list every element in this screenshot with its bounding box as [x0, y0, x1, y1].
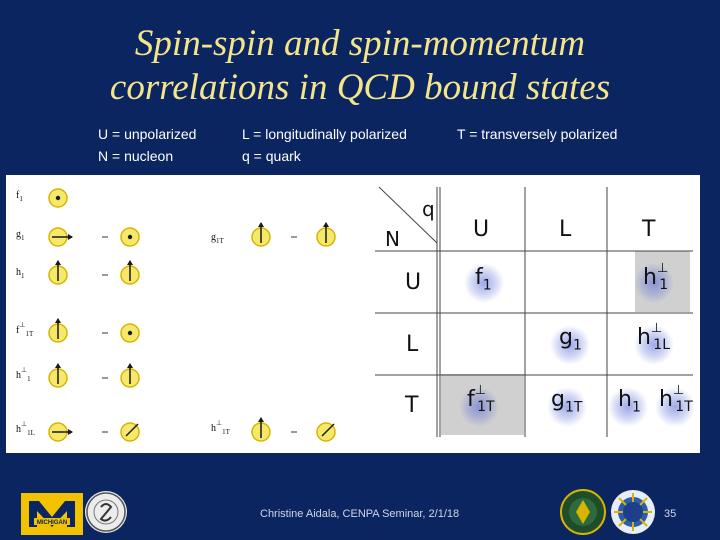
h1perp-circle-1-arrowhead — [55, 363, 61, 368]
diagram-row-label-5 — [16, 420, 35, 437]
row-label-symbol: h — [16, 370, 21, 381]
nsf-logo — [610, 489, 656, 535]
title-line-2: correlations in QCD bound states — [109, 67, 611, 108]
tmd-table — [375, 187, 693, 451]
diagram-row-label-2 — [16, 267, 25, 280]
slide-number: 35 — [664, 508, 677, 520]
seal-logo-graphic — [85, 491, 127, 533]
row-label-superscript: ⊥ — [21, 366, 28, 374]
cell-tt2-superscript: ⊥ — [672, 383, 685, 398]
cell-tu-symbol: f — [467, 387, 475, 412]
row-label-subscript: 1T — [25, 330, 34, 338]
cell-tu-f1t-perp — [467, 383, 495, 416]
h1t-superscript: ⊥ — [216, 419, 223, 427]
row-label-subscript: 1 — [19, 195, 23, 203]
diagram-row-label-1 — [16, 229, 25, 242]
g1-circle-2-dot — [128, 235, 132, 239]
row-label-symbol: h — [16, 267, 21, 278]
row-label-symbol: f — [16, 325, 20, 336]
cell-ut-symbol: h — [643, 265, 657, 290]
cell-lt-superscript: ⊥ — [650, 321, 663, 336]
h1-circle-2-arrowhead — [127, 260, 133, 265]
h1t-symbol: h — [211, 423, 216, 434]
legend-t-definition: T = transversely polarized — [457, 126, 618, 142]
cell-tt2-symbol: h — [659, 387, 673, 412]
row-label-symbol: g — [16, 229, 21, 240]
cell-tt2-subscript: 1T — [675, 399, 693, 416]
title-line-1: Spin-spin and spin-momentum — [134, 23, 586, 64]
nsf-logo-graphic — [610, 489, 656, 535]
g1t-circle-1-arrowhead — [258, 222, 264, 227]
f1t-circle-2-dot — [128, 331, 132, 335]
row-label-symbol: f — [16, 190, 20, 201]
cell-tu-subscript: 1T — [477, 399, 495, 416]
row-label-symbol: h — [16, 424, 21, 435]
row-header-t: T — [405, 393, 419, 418]
slide-title — [0, 22, 720, 110]
diagram-row-label-4 — [16, 366, 31, 383]
corner-label-q: q — [422, 197, 435, 221]
diagram-row-label-3 — [16, 321, 34, 338]
cell-tu-superscript: ⊥ — [474, 383, 487, 398]
cell-lt-subscript: 1L — [653, 337, 670, 354]
michigan-logo-graphic — [21, 493, 83, 535]
diagram-row-label-0 — [16, 190, 23, 203]
legend-col-1 — [98, 123, 196, 167]
cell-ut-subscript: 1 — [659, 277, 669, 294]
row-label-subscript: 1 — [27, 375, 31, 383]
label-h1t-perp — [211, 419, 230, 436]
doe-logo — [560, 489, 606, 535]
legend-n-definition: N = nucleon — [98, 148, 174, 164]
g1t-symbol: g — [211, 232, 216, 243]
cell-ll-subscript: 1 — [572, 337, 582, 354]
row-label-superscript: ⊥ — [19, 321, 26, 329]
cell-tl-symbol: g — [551, 387, 565, 412]
cell-ut-h1-perp — [643, 261, 669, 294]
h1perp-circle-2-arrowhead — [127, 363, 133, 368]
label-g1t — [211, 232, 224, 245]
column-header-l: L — [559, 217, 572, 242]
cell-uu-subscript: 1 — [482, 277, 492, 294]
cell-lt-h1l-perp — [637, 321, 670, 354]
cell-tt-h1 — [618, 387, 641, 415]
f1-circle-dot — [56, 196, 60, 200]
h1t-circle-1-arrowhead — [258, 417, 264, 422]
doe-logo-graphic — [560, 489, 606, 535]
legend-q-definition: q = quark — [242, 148, 301, 164]
g1t-subscript: 1T — [216, 237, 224, 245]
column-header-u: U — [473, 217, 490, 242]
cell-lt-symbol: h — [637, 325, 651, 350]
corner-label-n: N — [385, 227, 400, 251]
cell-tt1-subscript: 1 — [631, 399, 641, 416]
row-label-subscript: 1L — [27, 429, 35, 437]
f1t-circle-1-arrowhead — [55, 318, 61, 323]
cell-tl-subscript: 1T — [564, 399, 583, 416]
cell-uu-symbol: f — [475, 265, 483, 290]
cell-tt1-symbol: h — [618, 387, 632, 412]
legend-col-2 — [242, 123, 407, 167]
h1t-subscript: 1T — [222, 428, 230, 436]
h1-circle-1-arrowhead — [55, 260, 61, 265]
seal-logo — [85, 491, 127, 533]
footer-text: Christine Aidala, CENPA Seminar, 2/1/18 — [260, 508, 460, 520]
row-label-subscript: 1 — [21, 234, 25, 242]
cell-ut-superscript: ⊥ — [656, 261, 669, 276]
row-label-superscript: ⊥ — [21, 420, 28, 428]
michigan-logo — [19, 491, 85, 537]
legend-col-3 — [457, 123, 617, 145]
column-header-t: T — [642, 217, 656, 242]
cell-ll-symbol: g — [559, 325, 573, 350]
row-label-subscript: 1 — [21, 272, 25, 280]
row-header-u: U — [405, 270, 422, 295]
cell-tt-h1t-perp — [659, 383, 693, 416]
cell-ll-g1 — [559, 325, 582, 353]
row-header-l: L — [406, 332, 419, 357]
legend-u-definition: U = unpolarized — [98, 126, 197, 142]
cell-tl-g1t — [551, 387, 582, 415]
michigan-logo-text: MICHIGAN — [36, 520, 68, 526]
legend-l-definition: L = longitudinally polarized — [242, 126, 407, 142]
h1l-circle-1-arrowhead — [68, 429, 73, 435]
cell-uu-f1 — [475, 265, 492, 293]
g1t-circle-2-arrowhead — [323, 222, 329, 227]
content-panel — [6, 175, 700, 453]
g1-circle-1-arrowhead — [68, 234, 73, 240]
